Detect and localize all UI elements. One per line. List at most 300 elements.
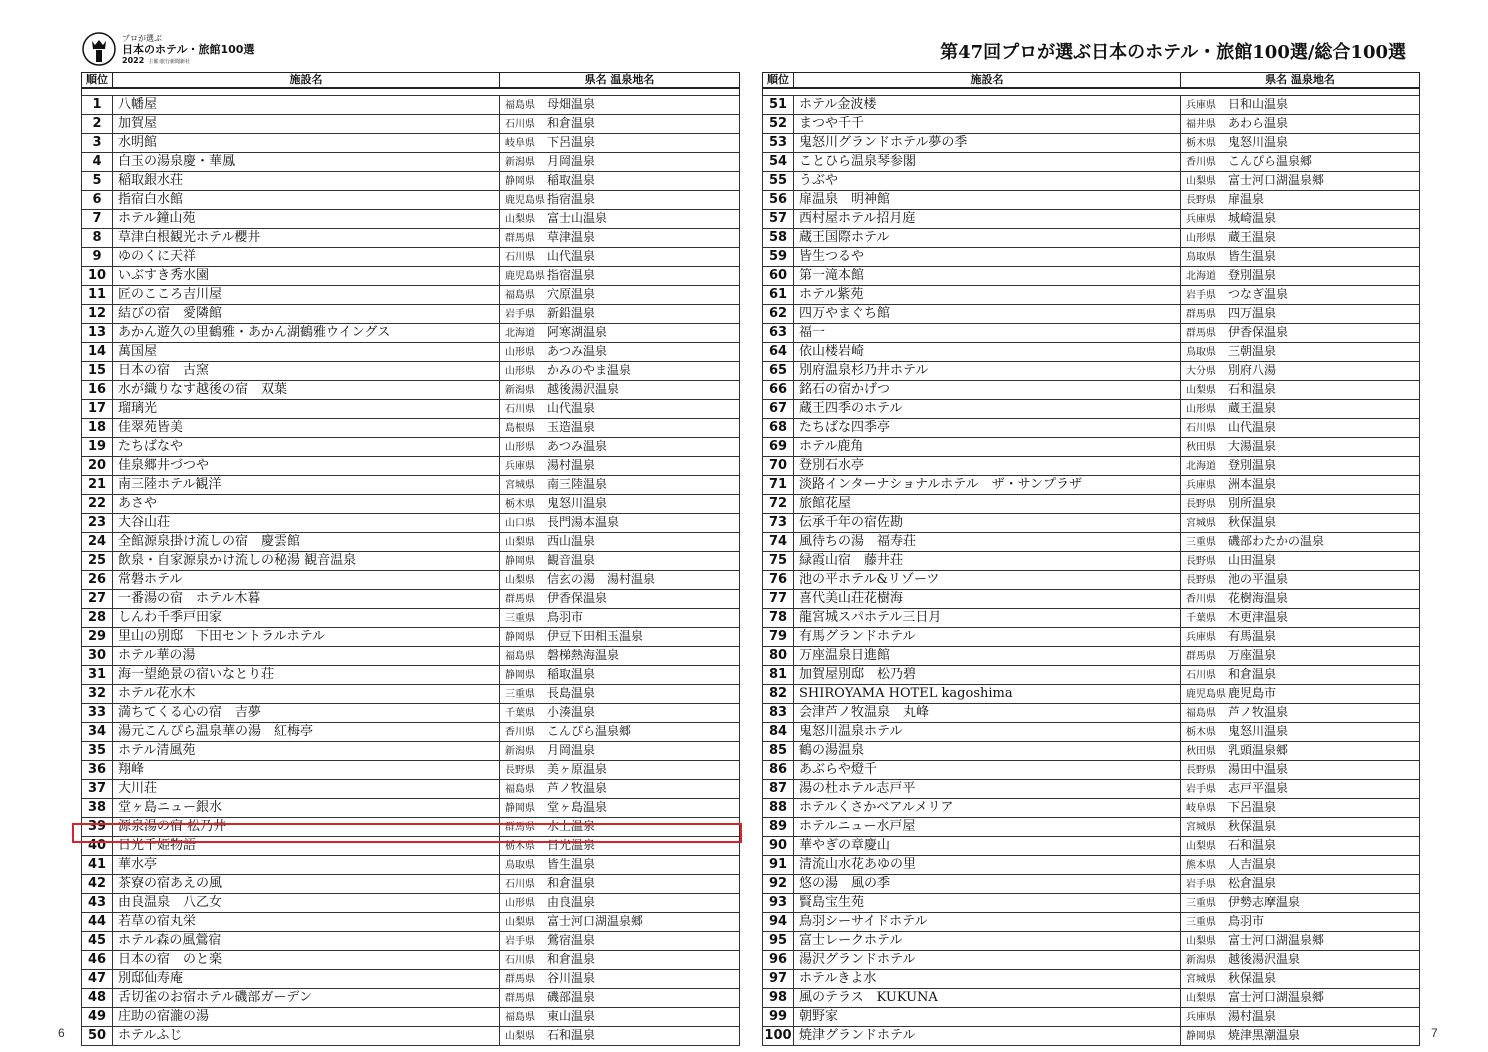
onsen-label: 芦ノ牧温泉 [547, 781, 608, 795]
location-cell [1181, 552, 1420, 571]
table-row [82, 818, 740, 837]
onsen-label: 松倉温泉 [1228, 876, 1277, 890]
facility-name-cell: 銘石の宿かげつ [794, 381, 1181, 400]
location-cell [1181, 267, 1420, 286]
rank-cell: 23 [82, 514, 113, 533]
torch-emblem-icon [82, 32, 116, 66]
onsen-label: 月岡温泉 [547, 154, 596, 168]
ranking-table-right [762, 72, 1420, 1046]
rank-cell: 77 [763, 590, 794, 609]
facility-name-cell: 皆生つるや [794, 248, 1181, 267]
rank-cell: 94 [763, 913, 794, 932]
onsen-label: 三朝温泉 [1228, 344, 1277, 358]
onsen-label: 石和温泉 [547, 1028, 596, 1042]
facility-name-cell: いぶすき秀水園 [113, 267, 500, 286]
facility-name-cell: 草津白根観光ホテル櫻井 [113, 229, 500, 248]
prefecture-label: 大分県 [1186, 366, 1216, 377]
table-row [763, 837, 1420, 856]
facility-name-cell: ホテル清風苑 [113, 742, 500, 761]
table-row [763, 875, 1420, 894]
location-cell [1181, 115, 1420, 134]
location-cell [500, 210, 740, 229]
prefecture-label: 兵庫県 [1186, 1012, 1216, 1023]
onsen-label: 富士河口湖温泉郷 [1228, 173, 1325, 187]
table-header-row [82, 73, 740, 89]
prefecture-label: 長野県 [1186, 765, 1216, 776]
rank-cell: 35 [82, 742, 113, 761]
rank-cell: 37 [82, 780, 113, 799]
logo-line-3 [122, 56, 254, 67]
table-row [82, 723, 740, 742]
prefecture-label: 群馬県 [505, 974, 535, 985]
rank-cell: 74 [763, 533, 794, 552]
onsen-label: 和倉温泉 [1228, 667, 1277, 681]
onsen-label: 鹿児島市 [1228, 686, 1277, 700]
onsen-label: 扉温泉 [1228, 192, 1265, 206]
prefecture-label: 山梨県 [505, 917, 535, 928]
rank-cell: 98 [763, 989, 794, 1008]
rank-cell: 57 [763, 210, 794, 229]
logo-line-1: プロが選ぶ [122, 34, 162, 43]
facility-name-cell: ホテルニュー水戸屋 [794, 818, 1181, 837]
table-row [82, 989, 740, 1008]
table-row [82, 894, 740, 913]
rank-cell: 24 [82, 533, 113, 552]
location-cell [500, 913, 740, 932]
facility-name-cell: 由良温泉 八乙女 [113, 894, 500, 913]
onsen-label: 鬼怒川温泉 [1228, 135, 1289, 149]
facility-name-cell: 会津芦ノ牧温泉 丸峰 [794, 704, 1181, 723]
onsen-label: 新鉛温泉 [547, 306, 596, 320]
location-cell [1181, 419, 1420, 438]
onsen-label: 富士河口湖温泉郷 [1228, 933, 1325, 947]
prefecture-label: 山梨県 [1186, 993, 1216, 1004]
location-cell [500, 343, 740, 362]
prefecture-label: 宮城県 [1186, 974, 1216, 985]
prefecture-label: 群馬県 [505, 822, 535, 833]
prefecture-label: 新潟県 [1186, 955, 1216, 966]
location-cell [500, 514, 740, 533]
rank-cell: 49 [82, 1008, 113, 1027]
table-row [82, 932, 740, 951]
prefecture-label: 岩手県 [505, 936, 535, 947]
prefecture-label: 香川県 [505, 727, 535, 738]
onsen-label: 山代温泉 [547, 401, 596, 415]
facility-name-cell: ホテル華の湯 [113, 647, 500, 666]
facility-name-cell: 日本の宿 古窯 [113, 362, 500, 381]
onsen-label: 堂ヶ島温泉 [547, 800, 608, 814]
onsen-label: 四万温泉 [1228, 306, 1277, 320]
prefecture-label: 山梨県 [1186, 936, 1216, 947]
prefecture-label: 山形県 [505, 898, 535, 909]
table-row [763, 1027, 1420, 1046]
prefecture-label: 兵庫県 [505, 461, 535, 472]
rank-cell: 21 [82, 476, 113, 495]
rank-cell: 58 [763, 229, 794, 248]
rank-cell: 97 [763, 970, 794, 989]
location-cell [500, 438, 740, 457]
table-row [82, 666, 740, 685]
prefecture-label: 岩手県 [505, 309, 535, 320]
location-cell [500, 476, 740, 495]
onsen-label: 阿寒湖温泉 [547, 325, 608, 339]
onsen-label: 下呂温泉 [547, 135, 596, 149]
onsen-label: 磯部温泉 [547, 990, 596, 1004]
prefecture-label: 鳥取県 [1186, 252, 1216, 263]
facility-name-cell: 第一滝本館 [794, 267, 1181, 286]
location-cell [1181, 476, 1420, 495]
onsen-label: 池の平温泉 [1228, 572, 1289, 586]
prefecture-label: 岩手県 [1186, 879, 1216, 890]
prefecture-label: 山梨県 [1186, 176, 1216, 187]
prefecture-label: 秋田県 [1186, 746, 1216, 757]
table-row [82, 210, 740, 229]
facility-name-cell: 指宿白水館 [113, 191, 500, 210]
location-cell [500, 609, 740, 628]
location-cell [1181, 818, 1420, 837]
facility-name-cell: ホテルきよ水 [794, 970, 1181, 989]
location-cell [500, 248, 740, 267]
rank-cell: 48 [82, 989, 113, 1008]
onsen-label: 越後湯沢温泉 [547, 382, 620, 396]
facility-name-cell: 富士レークホテル [794, 932, 1181, 951]
rank-cell: 38 [82, 799, 113, 818]
facility-name-cell: 八幡屋 [113, 96, 500, 115]
prefecture-label: 香川県 [1186, 594, 1216, 605]
rank-cell: 46 [82, 951, 113, 970]
location-cell [1181, 628, 1420, 647]
rank-cell: 28 [82, 609, 113, 628]
location-cell [1181, 343, 1420, 362]
table-row [763, 628, 1420, 647]
prefecture-label: 兵庫県 [1186, 480, 1216, 491]
rank-cell: 96 [763, 951, 794, 970]
onsen-label: つなぎ温泉 [1228, 287, 1289, 301]
facility-name-cell: 大川荘 [113, 780, 500, 799]
prefecture-label: 石川県 [1186, 423, 1216, 434]
prefecture-label: 群馬県 [505, 594, 535, 605]
rank-cell: 55 [763, 172, 794, 191]
onsen-label: 谷川温泉 [547, 971, 596, 985]
table-row [82, 324, 740, 343]
prefecture-label: 山形県 [505, 347, 535, 358]
location-cell [500, 590, 740, 609]
table-row [82, 647, 740, 666]
prefecture-label: 岐阜県 [1186, 803, 1216, 814]
page-number-left: 6 [58, 1026, 65, 1040]
prefecture-label: 長野県 [1186, 575, 1216, 586]
facility-name-cell: あかん遊久の里鶴雅・あかん湖鶴雅ウイングス [113, 324, 500, 343]
table-row [763, 989, 1420, 1008]
location-cell [1181, 1008, 1420, 1027]
table-row [82, 799, 740, 818]
onsen-label: 水上温泉 [547, 819, 596, 833]
facility-name-cell: 稲取銀水荘 [113, 172, 500, 191]
logo-text [122, 34, 254, 67]
rank-cell: 26 [82, 571, 113, 590]
onsen-label: 磯部わたかの温泉 [1228, 534, 1325, 548]
onsen-label: 伊香保温泉 [1228, 325, 1289, 339]
prefecture-label: 山形県 [505, 442, 535, 453]
facility-name-cell: 伝承千年の宿佐勘 [794, 514, 1181, 533]
location-cell [500, 229, 740, 248]
event-logo [82, 32, 282, 68]
onsen-label: 伊豆下田相玉温泉 [547, 629, 644, 643]
rank-cell: 68 [763, 419, 794, 438]
rank-cell: 1 [82, 96, 113, 115]
facility-name-cell: 加賀屋別邸 松乃碧 [794, 666, 1181, 685]
onsen-label: 月岡温泉 [547, 743, 596, 757]
onsen-label: あつみ温泉 [547, 344, 608, 358]
location-cell [500, 875, 740, 894]
location-cell [1181, 685, 1420, 704]
location-cell [1181, 894, 1420, 913]
table-row [82, 533, 740, 552]
table-row [82, 685, 740, 704]
table-row [763, 609, 1420, 628]
prefecture-label: 栃木県 [1186, 138, 1216, 149]
location-column-header: 県名 温泉地名 [1181, 73, 1420, 89]
location-cell [500, 970, 740, 989]
facility-name-cell: ホテル森の風鶯宿 [113, 932, 500, 951]
table-row [82, 153, 740, 172]
table-row [763, 685, 1420, 704]
table-row [763, 362, 1420, 381]
table-row [82, 286, 740, 305]
table-row [763, 343, 1420, 362]
location-cell [500, 628, 740, 647]
onsen-label: 長島温泉 [547, 686, 596, 700]
location-column-header: 県名 温泉地名 [500, 73, 740, 89]
table-row [763, 267, 1420, 286]
rank-cell: 27 [82, 590, 113, 609]
onsen-label: 鬼怒川温泉 [547, 496, 608, 510]
facility-name-cell: ホテルふじ [113, 1027, 500, 1046]
page-number-right: 7 [1431, 1026, 1438, 1040]
table-row [763, 856, 1420, 875]
facility-name-cell: 源泉湯の宿 松乃井 [113, 818, 500, 837]
table-row [763, 552, 1420, 571]
prefecture-label: 三重県 [505, 613, 535, 624]
location-cell [1181, 951, 1420, 970]
location-cell [1181, 1027, 1420, 1046]
onsen-label: 山代温泉 [547, 249, 596, 263]
prefecture-label: 秋田県 [1186, 442, 1216, 453]
prefecture-label: 石川県 [505, 252, 535, 263]
location-cell [1181, 514, 1420, 533]
prefecture-label: 群馬県 [1186, 328, 1216, 339]
location-cell [1181, 172, 1420, 191]
onsen-label: 秋保温泉 [1228, 971, 1277, 985]
location-cell [500, 457, 740, 476]
onsen-label: 美ヶ原温泉 [547, 762, 608, 776]
facility-name-cell: 庄助の宿瀧の湯 [113, 1008, 500, 1027]
table-row [82, 742, 740, 761]
prefecture-label: 栃木県 [505, 499, 535, 510]
facility-name-cell: 蔵王国際ホテル [794, 229, 1181, 248]
prefecture-label: 新潟県 [505, 157, 535, 168]
onsen-label: 石和温泉 [1228, 838, 1277, 852]
rank-cell: 78 [763, 609, 794, 628]
rank-cell: 2 [82, 115, 113, 134]
facility-name-cell: ことひら温泉琴参閣 [794, 153, 1181, 172]
table-row [82, 571, 740, 590]
facility-name-cell: 結びの宿 愛隣館 [113, 305, 500, 324]
onsen-label: 人吉温泉 [1228, 857, 1277, 871]
rank-cell: 19 [82, 438, 113, 457]
onsen-label: 別所温泉 [1228, 496, 1277, 510]
location-cell [1181, 286, 1420, 305]
table-row [82, 457, 740, 476]
prefecture-label: 宮城県 [505, 480, 535, 491]
rank-cell: 54 [763, 153, 794, 172]
prefecture-label: 群馬県 [505, 993, 535, 1004]
table-row [763, 571, 1420, 590]
onsen-label: あわら温泉 [1228, 116, 1289, 130]
facility-name-cell: SHIROYAMA HOTEL kagoshima [794, 685, 1181, 704]
onsen-label: 富士河口湖温泉郷 [547, 914, 644, 928]
table-row [82, 381, 740, 400]
facility-name-cell: 蔵王四季のホテル [794, 400, 1181, 419]
rank-cell: 63 [763, 324, 794, 343]
facility-name-cell: 扉温泉 明神館 [794, 191, 1181, 210]
onsen-label: 観音温泉 [547, 553, 596, 567]
table-row [763, 704, 1420, 723]
rank-cell: 64 [763, 343, 794, 362]
rank-cell: 47 [82, 970, 113, 989]
facility-name-cell: まつや千千 [794, 115, 1181, 134]
onsen-label: 鳥羽市 [1228, 914, 1265, 928]
rank-cell: 75 [763, 552, 794, 571]
facility-name-cell: 有馬グランドホテル [794, 628, 1181, 647]
facility-name-cell: 若草の宿丸栄 [113, 913, 500, 932]
location-cell [500, 837, 740, 856]
prefecture-label: 島根県 [505, 423, 535, 434]
logo-organizer: 主催:旅行新聞新社 [148, 59, 190, 65]
facility-name-cell: 鬼怒川グランドホテル夢の季 [794, 134, 1181, 153]
location-cell [1181, 571, 1420, 590]
location-cell [500, 742, 740, 761]
onsen-label: 富士山温泉 [547, 211, 608, 225]
location-cell [1181, 856, 1420, 875]
table-row [763, 115, 1420, 134]
onsen-label: 小湊温泉 [547, 705, 596, 719]
rank-cell: 84 [763, 723, 794, 742]
onsen-label: 秋保温泉 [1228, 515, 1277, 529]
prefecture-label: 石川県 [505, 879, 535, 890]
onsen-label: 日光温泉 [547, 838, 596, 852]
rank-cell: 66 [763, 381, 794, 400]
table-row [763, 381, 1420, 400]
location-cell [1181, 457, 1420, 476]
rank-cell: 32 [82, 685, 113, 704]
table-row [82, 837, 740, 856]
location-cell [1181, 191, 1420, 210]
onsen-label: 穴原温泉 [547, 287, 596, 301]
rank-column-header: 順位 [763, 73, 794, 89]
location-cell [1181, 400, 1420, 419]
location-cell [1181, 590, 1420, 609]
location-cell [1181, 609, 1420, 628]
rank-cell: 50 [82, 1027, 113, 1046]
facility-name-cell: ホテル花水木 [113, 685, 500, 704]
rank-cell: 7 [82, 210, 113, 229]
rank-cell: 16 [82, 381, 113, 400]
facility-name-cell: 湯の杜ホテル志戸平 [794, 780, 1181, 799]
facility-name-cell: あぶらや燈千 [794, 761, 1181, 780]
facility-name-cell: 常磐ホテル [113, 571, 500, 590]
table-row [763, 457, 1420, 476]
prefecture-label: 岩手県 [1186, 784, 1216, 795]
facility-name-cell: 一番湯の宿 ホテル木暮 [113, 590, 500, 609]
table-row [82, 400, 740, 419]
prefecture-label: 長野県 [505, 765, 535, 776]
location-cell [500, 647, 740, 666]
table-row [82, 761, 740, 780]
location-cell [1181, 913, 1420, 932]
location-cell [1181, 438, 1420, 457]
prefecture-label: 鹿児島県 [1186, 689, 1226, 700]
facility-name-cell: 白玉の湯泉慶・華鳳 [113, 153, 500, 172]
rank-cell: 8 [82, 229, 113, 248]
location-cell [500, 894, 740, 913]
prefecture-label: 千葉県 [505, 708, 535, 719]
prefecture-label: 福島県 [505, 290, 535, 301]
rank-cell: 17 [82, 400, 113, 419]
prefecture-label: 静岡県 [505, 632, 535, 643]
location-cell [500, 951, 740, 970]
facility-name-cell: 龍宮城スパホテル三日月 [794, 609, 1181, 628]
prefecture-label: 新潟県 [505, 746, 535, 757]
onsen-label: 磐梯熱海温泉 [547, 648, 620, 662]
rank-cell: 99 [763, 1008, 794, 1027]
table-row [82, 609, 740, 628]
onsen-label: 秋保温泉 [1228, 819, 1277, 833]
facility-name-cell: ホテル鹿角 [794, 438, 1181, 457]
prefecture-label: 群馬県 [505, 233, 535, 244]
location-cell [500, 286, 740, 305]
facility-name-cell: 万座温泉日進館 [794, 647, 1181, 666]
table-row [763, 419, 1420, 438]
onsen-label: 大湯温泉 [1228, 439, 1277, 453]
onsen-label: 湯村温泉 [1228, 1009, 1277, 1023]
rank-cell: 90 [763, 837, 794, 856]
onsen-label: 西山温泉 [547, 534, 596, 548]
location-cell [1181, 229, 1420, 248]
prefecture-label: 福島県 [505, 651, 535, 662]
location-cell [1181, 780, 1420, 799]
table-row [763, 172, 1420, 191]
location-cell [500, 153, 740, 172]
rank-cell: 31 [82, 666, 113, 685]
onsen-label: 南三陸温泉 [547, 477, 608, 491]
rank-cell: 59 [763, 248, 794, 267]
table-row [763, 134, 1420, 153]
rank-column-header: 順位 [82, 73, 113, 89]
facility-name-cell: 萬国屋 [113, 343, 500, 362]
onsen-label: 鶯宿温泉 [547, 933, 596, 947]
location-cell [500, 495, 740, 514]
rank-cell: 34 [82, 723, 113, 742]
table-row [763, 761, 1420, 780]
prefecture-label: 福島県 [505, 1012, 535, 1023]
prefecture-label: 兵庫県 [1186, 100, 1216, 111]
table-row [82, 1027, 740, 1046]
table-row [763, 438, 1420, 457]
onsen-label: 長門湯本温泉 [547, 515, 620, 529]
onsen-label: 鬼怒川温泉 [1228, 724, 1289, 738]
onsen-label: 伊香保温泉 [547, 591, 608, 605]
